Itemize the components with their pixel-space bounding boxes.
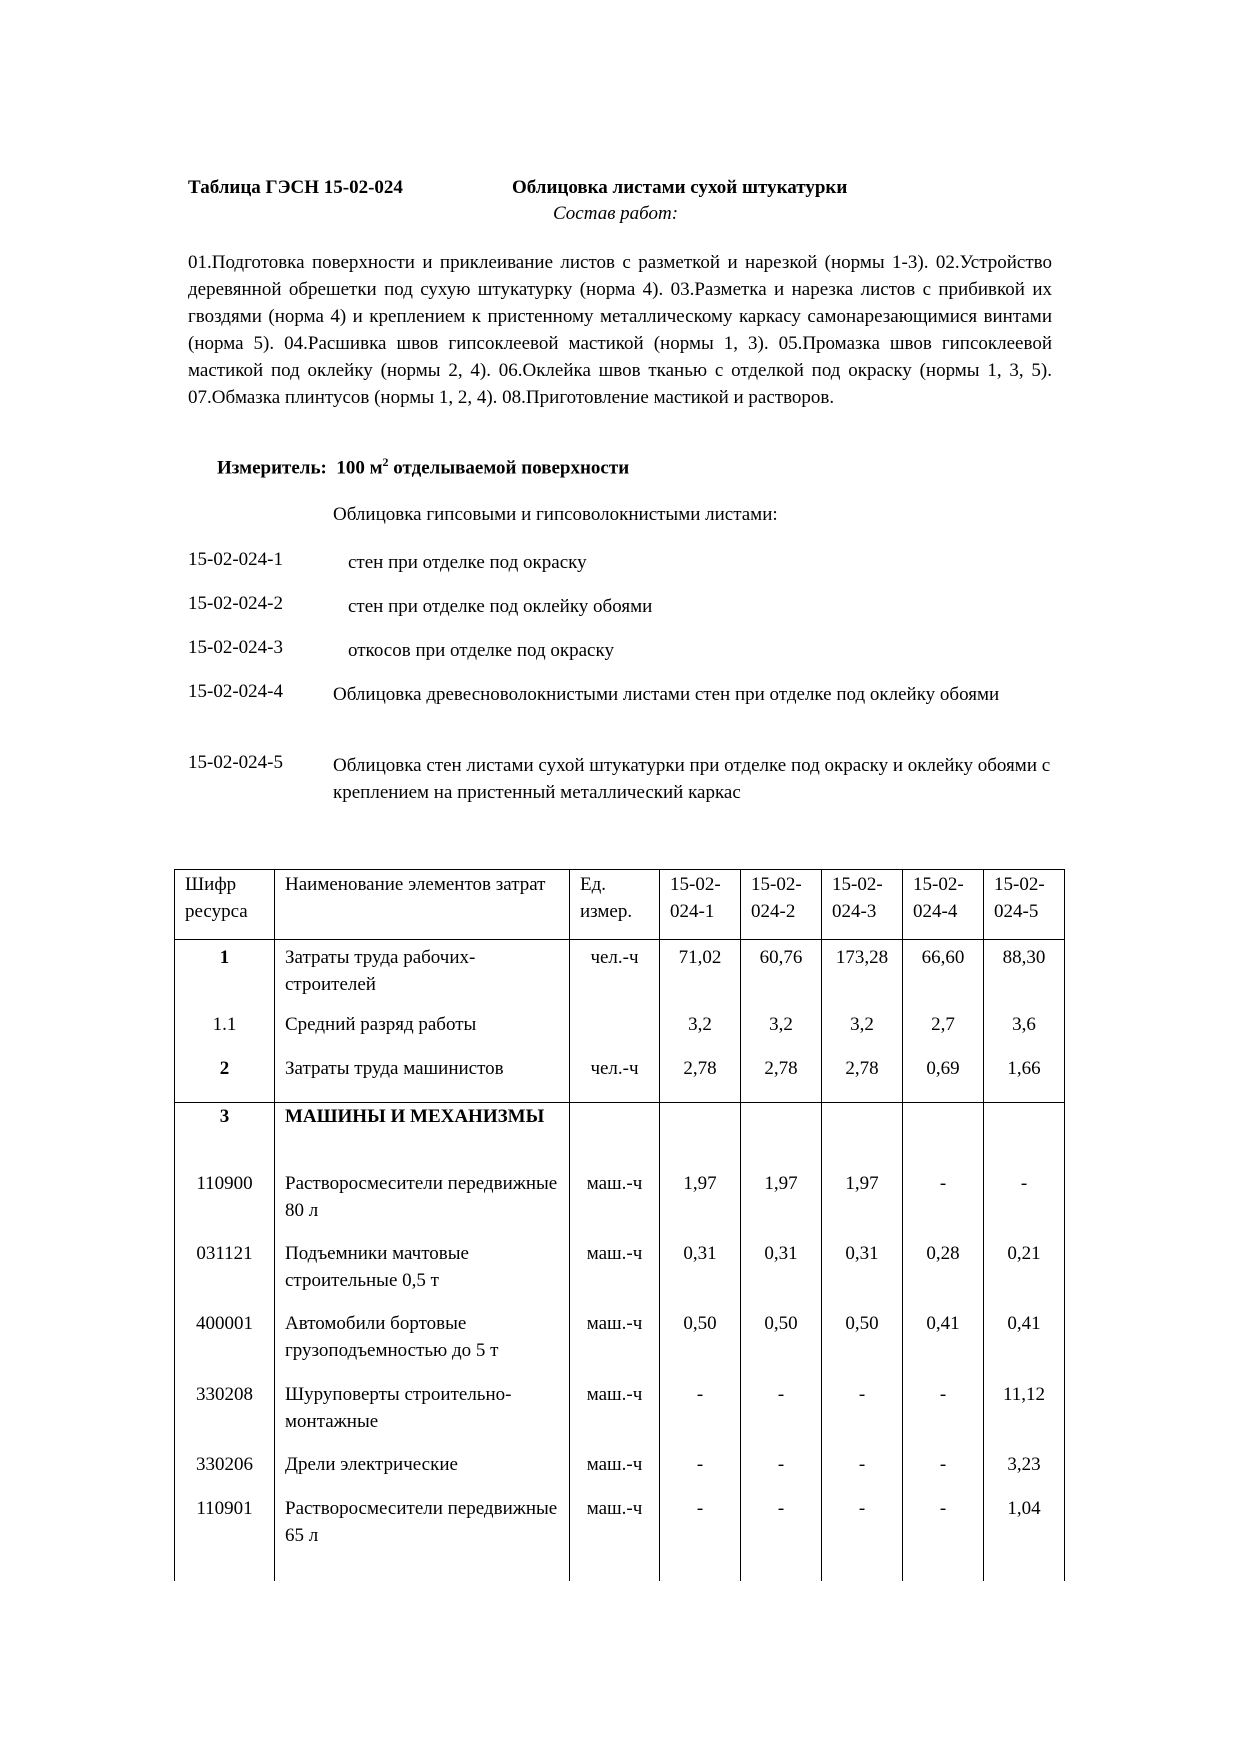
resource-unit: маш.-ч [570, 1170, 660, 1240]
resource-name: Затраты труда рабочих-строителей [275, 940, 570, 1011]
resource-name: Растворосмесители передвижные 80 л [275, 1170, 570, 1240]
table-row [175, 1011, 1065, 1055]
value-cell [741, 1103, 822, 1170]
resource-code: 110901 [175, 1495, 275, 1581]
norm-description: стен при отделке под оклейку обоями [348, 596, 653, 617]
resource-code: 031121 [175, 1240, 275, 1310]
value-cell: - [660, 1495, 741, 1581]
resource-name: Автомобили бортовые грузоподъемностью до 5 т [275, 1310, 570, 1381]
value-cell: 11,12 [984, 1381, 1065, 1451]
measure-line [217, 455, 629, 479]
value-cell [660, 1103, 741, 1170]
norm-code: 15-02-024-3 [188, 637, 283, 658]
table-row [175, 1055, 1065, 1103]
resource-code: 1.1 [175, 1011, 275, 1055]
resource-unit: маш.-ч [570, 1451, 660, 1495]
value-cell: - [741, 1381, 822, 1451]
value-cell: - [822, 1381, 903, 1451]
value-cell: 0,50 [741, 1310, 822, 1381]
value-cell: 2,7 [903, 1011, 984, 1055]
resource-unit: маш.-ч [570, 1381, 660, 1451]
measure-value: 100 м [336, 457, 383, 479]
resource-name: Средний разряд работы [275, 1011, 570, 1055]
value-cell: 0,69 [903, 1055, 984, 1103]
value-cell: - [822, 1451, 903, 1495]
resource-name: Затраты труда машинистов [275, 1055, 570, 1103]
resource-unit [570, 1103, 660, 1170]
resource-name: МАШИНЫ И МЕХАНИЗМЫ [275, 1103, 570, 1170]
works-subtitle: Состав работ: [553, 203, 679, 224]
resource-name: Шуруповерты строительно-монтажные [275, 1381, 570, 1451]
header-cell: Наименование элементов затрат [275, 870, 570, 940]
resource-name: Растворосмесители передвижные 65 л [275, 1495, 570, 1581]
value-cell: 3,2 [822, 1011, 903, 1055]
table-row [175, 1103, 1065, 1170]
measure-sup: 2 [382, 455, 389, 469]
value-cell: 1,66 [984, 1055, 1065, 1103]
facing-intro: Облицовка гипсовыми и гипсоволокнистыми листами: [333, 504, 778, 525]
value-cell: 71,02 [660, 940, 741, 1011]
header-cell: 15-02-024-4 [903, 870, 984, 940]
value-cell: 0,31 [822, 1240, 903, 1310]
table-row [175, 1451, 1065, 1495]
value-cell: 1,97 [741, 1170, 822, 1240]
value-cell: 88,30 [984, 940, 1065, 1011]
norm-description: Облицовка древесноволокнистыми листами стен при отделке под оклейку обоями [333, 684, 1000, 705]
resource-code: 3 [175, 1103, 275, 1170]
value-cell: - [741, 1495, 822, 1581]
resource-code: 2 [175, 1055, 275, 1103]
value-cell: - [903, 1451, 984, 1495]
value-cell: 1,97 [660, 1170, 741, 1240]
measure-label: Измеритель: [217, 457, 327, 479]
norm-description: стен при отделке под окраску [348, 552, 587, 573]
norm-code: 15-02-024-2 [188, 593, 283, 614]
value-cell: 0,31 [660, 1240, 741, 1310]
value-cell: 1,04 [984, 1495, 1065, 1581]
resource-code: 110900 [175, 1170, 275, 1240]
resource-name: Подъемники мачтовые строительные 0,5 т [275, 1240, 570, 1310]
value-cell: 0,21 [984, 1240, 1065, 1310]
table-row [175, 1170, 1065, 1240]
value-cell: 66,60 [903, 940, 984, 1011]
table-header-row [175, 870, 1065, 940]
value-cell: 0,50 [822, 1310, 903, 1381]
table-row [175, 1495, 1065, 1581]
resource-code: 1 [175, 940, 275, 1011]
table-row [175, 1310, 1065, 1381]
value-cell: - [660, 1381, 741, 1451]
resource-unit [570, 1011, 660, 1055]
value-cell: 0,50 [660, 1310, 741, 1381]
table-row [175, 1240, 1065, 1310]
value-cell: - [903, 1495, 984, 1581]
table-row [175, 1381, 1065, 1451]
norm-code: 15-02-024-4 [188, 681, 283, 702]
header-cell: 15-02-024-1 [660, 870, 741, 940]
table-id: Таблица ГЭСН 15-02-024 [188, 177, 403, 198]
value-cell: 3,23 [984, 1451, 1065, 1495]
resource-unit: маш.-ч [570, 1240, 660, 1310]
header-cell: 15-02-024-2 [741, 870, 822, 940]
resource-unit: маш.-ч [570, 1495, 660, 1581]
value-cell [903, 1103, 984, 1170]
resource-name: Дрели электрические [275, 1451, 570, 1495]
norm-code: 15-02-024-5 [188, 752, 283, 773]
resources-table [174, 869, 1065, 1581]
norm-description: Облицовка стен листами сухой штукатурки при отделке под окраску и оклейку обоями с креплением на пристенный металлический каркас [333, 755, 1051, 803]
value-cell: - [903, 1170, 984, 1240]
value-cell: - [741, 1451, 822, 1495]
norm-description: откосов при отделке под окраску [348, 640, 614, 661]
value-cell: - [984, 1170, 1065, 1240]
header-cell: Шифр ресурса [175, 870, 275, 940]
resource-unit: чел.-ч [570, 940, 660, 1011]
value-cell [822, 1103, 903, 1170]
works-description: 01.Подготовка поверхности и приклеивание листов с разметкой и нарезкой (нормы 1-3). 02.Устройство деревянной обрешетки под сухую штукатурку (норма 4). 03.Разметка и нарезка листов с прибивкой их гвоздями (норма 4) и креплением к пристенному металлическому каркасу самонарезающимися винтами (норма 5). 04.Расшивка швов гипсоклеевой мастикой (нормы 1, 3). 05.Промазка швов гипсоклеевой мастикой под оклейку (нормы 2, 4). 06.Оклейка швов тканью с отделкой под окраску (нормы 1, 3, 5). 07.Обмазка плинтусов (нормы 1, 2, 4). 08.Приготовление мастикой и растворов. [188, 252, 1052, 408]
header-cell: 15-02-024-5 [984, 870, 1065, 940]
measure-rest: отделываемой поверхности [388, 457, 630, 479]
document-title: Облицовка листами сухой штукатурки [512, 177, 848, 198]
value-cell [984, 1103, 1065, 1170]
value-cell: 1,97 [822, 1170, 903, 1240]
value-cell: 0,41 [984, 1310, 1065, 1381]
header-cell: 15-02-024-3 [822, 870, 903, 940]
header-cell: Ед. измер. [570, 870, 660, 940]
value-cell: 3,2 [660, 1011, 741, 1055]
resource-unit: маш.-ч [570, 1310, 660, 1381]
value-cell: - [822, 1495, 903, 1581]
value-cell: - [903, 1381, 984, 1451]
resource-unit: чел.-ч [570, 1055, 660, 1103]
value-cell: 0,31 [741, 1240, 822, 1310]
value-cell: 3,6 [984, 1011, 1065, 1055]
resource-code: 330208 [175, 1381, 275, 1451]
value-cell: 0,41 [903, 1310, 984, 1381]
norm-code: 15-02-024-1 [188, 549, 283, 570]
value-cell: 3,2 [741, 1011, 822, 1055]
value-cell: - [660, 1451, 741, 1495]
resource-code: 330206 [175, 1451, 275, 1495]
resource-code: 400001 [175, 1310, 275, 1381]
value-cell: 60,76 [741, 940, 822, 1011]
table-row [175, 940, 1065, 1011]
value-cell: 2,78 [822, 1055, 903, 1103]
value-cell: 2,78 [741, 1055, 822, 1103]
value-cell: 173,28 [822, 940, 903, 1011]
value-cell: 2,78 [660, 1055, 741, 1103]
value-cell: 0,28 [903, 1240, 984, 1310]
